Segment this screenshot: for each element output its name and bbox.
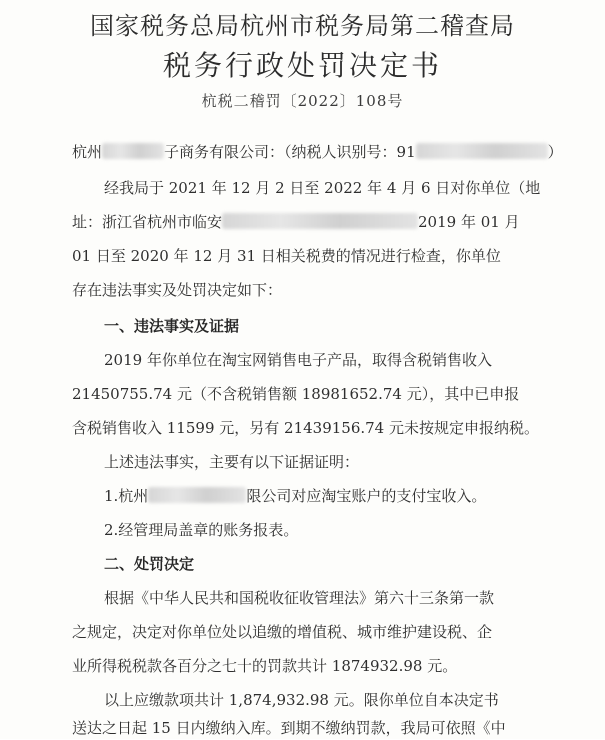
section1-p1-line3: 含税销售收入 11599 元，另有 21439156.74 元未按规定申报纳税。: [72, 419, 539, 437]
section2-p1-line3: 业所得税税款各百分之七十的罚款共计 1874932.98 元。: [72, 657, 458, 675]
addressee-line: [72, 140, 563, 164]
evidence-item-2: 2.经管理局盖章的账务报表。: [104, 521, 299, 539]
addressee-name-prefix: 杭州: [72, 143, 103, 161]
section2-p1-line2: 之规定，决定对你单位处以追缴的增值税、城市维护建设税、企: [72, 623, 493, 641]
evidence-item-1-suffix: 限公司对应淘宝账户的支付宝收入。: [246, 487, 487, 505]
redacted-company-name: [102, 143, 164, 159]
para1-line1: 经我局于 2021 年 12 月 2 日至 2022 年 4 月 6 日对你单位（地: [104, 179, 541, 197]
evidence-item-1-prefix: 1.杭州: [104, 487, 149, 505]
section1-heading: 一、违法事实及证据: [104, 317, 240, 335]
taxid-close: ）: [547, 143, 563, 161]
addressee-name-suffix: 子商务有限公司：: [164, 143, 285, 161]
section2-p1-line1: 根据《中华人民共和国税收征收管理法》第六十三条第一款: [104, 589, 495, 607]
redacted-company-name-2: [148, 487, 246, 503]
para1-line4: 存在违法事实及处罚决定如下：: [72, 281, 283, 299]
document-type-title: 税务行政处罚决定书: [162, 49, 442, 82]
para1-address-prefix: 址：浙江省杭州市临安: [72, 213, 223, 231]
agency-title: 国家税务总局杭州市税务局第二稽查局: [90, 12, 515, 40]
para1-address-suffix: 2019 年 01 月: [418, 213, 520, 231]
section1-p1-line1: 2019 年你单位在淘宝网销售电子产品，取得含税销售收入: [104, 351, 492, 369]
redacted-taxid: [416, 143, 548, 159]
redacted-address: [222, 213, 418, 229]
para1-line2: [72, 210, 520, 234]
evidence-item-1: [104, 484, 486, 508]
taxid-label: （纳税人识别号：91: [284, 143, 416, 161]
section1-p1-line2: 21450755.74 元（不含税销售额 18981652.74 元），其中已申报: [72, 385, 520, 403]
document-number: 杭税二稽罚〔2022〕108号: [201, 92, 404, 110]
section1-p2: 上述违法事实，主要有以下证据证明：: [104, 453, 360, 471]
section2-heading: 二、处罚决定: [104, 555, 195, 573]
section2-p2-line2: 送达之日起 15 日内缴纳入库。到期不缴纳罚款，我局可依照《中: [72, 719, 506, 737]
section2-p2-line1: 以上应缴款项共计 1,874,932.98 元。限你单位自本决定书: [104, 691, 499, 709]
para1-line3: 01 日至 2020 年 12 月 31 日相关税费的情况进行检查，你单位: [72, 247, 501, 265]
